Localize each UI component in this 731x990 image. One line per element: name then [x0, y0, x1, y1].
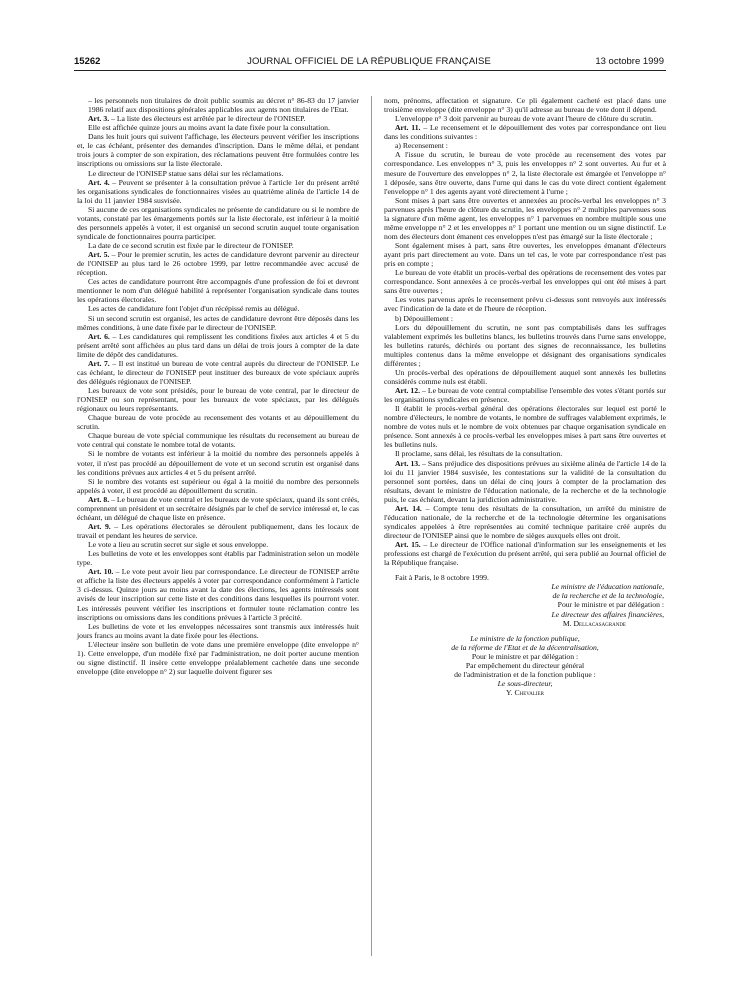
- article-label: Art. 10.: [88, 567, 114, 577]
- article-text: – Peuvent se présenter à la consultation prévue à l'article 1er du présent arrêté les organisations syndicales de fonctionnaires visées au quatrième alinéa de l'article 14 de la loi du 11 janvier 1984 susvisée.: [77, 177, 359, 205]
- signature-block: [384, 573, 666, 697]
- body-paragraph: A l'issue du scrutin, le bureau de vote procède au recensement des votes par correspondance. Les enveloppes n° 3, puis les enveloppes n° 2 sont ouvertes. Au fur et à mesure de l'ouverture des enveloppes n° 2, la liste électorale est émargée et l'enveloppe n° 1 déposée, sans être ouverte, dans l'urne qui dans le cas du vote direct contient également l'enveloppe n° 1 des agents ayant voté directement à l'urne ;: [384, 150, 666, 196]
- article-paragraph: [384, 504, 666, 540]
- body-paragraph: Les bureaux de vote sont présidés, pour le bureau de vote central, par le directeur de l'ONISEP ou son représentant, pour les bureaux de vote spéciaux, par les délégués régionaux ou leurs représentants.: [77, 386, 359, 414]
- body-paragraph: Dans les huit jours qui suivent l'affichage, les électeurs peuvent vérifier les inscriptions et, le cas échéant, présenter des demandes d'inscription. Dans le même délai, et pendant trois jours à compter de son expiration, des réclamations peuvent être formulées contre les inscriptions ou omissions sur la liste électorale.: [77, 132, 359, 169]
- body-paragraph: Les votes parvenus après le recensement prévu ci-dessus sont renvoyés aux intéressés avec l'indication de la date et de l'heure de réception.: [384, 295, 666, 314]
- page-header: [74, 56, 664, 70]
- minister1-line2: de la recherche et de la technologie,: [552, 591, 664, 601]
- article-text: – Le directeur de l'Office national d'information sur les enseignements et les professions est chargé de l'exécution du présent arrêté, qui sera publié au Journal officiel de la République française.: [384, 540, 666, 568]
- article-paragraph: [384, 540, 666, 567]
- body-paragraph: Sont également mises à part, sans être ouvertes, les enveloppes émanant d'électeurs ayant pris part directement au vote. Dans un tel cas, le vote par correspondance n'est pas pris en compte ;: [384, 241, 666, 269]
- deputy-title: Le sous-directeur,: [497, 678, 553, 688]
- body-paragraph: L'électeur insère son bulletin de vote dans une première enveloppe (dite enveloppe n° 1). Cette enveloppe, d'un modèle fixé par l'administration, ne doit porter aucune mention ou signe distinctif. Il insère cette enveloppe préalablement cachetée dans une seconde enveloppe (dite enveloppe n° 2) sur laquelle doivent figurer ses: [77, 639, 359, 676]
- article-text: – Les opérations électorales se déroulent publiquement, dans les locaux de travail et pendant les heures de service.: [77, 521, 359, 540]
- body-paragraph: Si aucune de ces organisations syndicales ne présente de candidature ou si le nombre de votants, constaté par les émargements portés sur la liste électorale, est inférieur à la moitié des personnels appelés à voter, il est organisé un second scrutin auquel toute organisation syndicale de fonctionnaires pourra participer.: [77, 204, 359, 241]
- article-paragraph: [77, 178, 359, 205]
- body-paragraph: nom, prénoms, affectation et signature. Ce pli également cacheté est placé dans une troisième enveloppe (dite enveloppe n° 3) qu'il adresse au bureau de vote dont il dépend.: [384, 96, 666, 115]
- body-paragraph: Elle est affichée quinze jours au moins avant la date fixée pour la consultation.: [88, 123, 330, 133]
- article-text: – Le bureau de vote central comptabilise l'ensemble des votes s'étant portés sur les organisations syndicales en présence.: [384, 386, 666, 405]
- body-paragraph: Si un second scrutin est organisé, les actes de candidature devront être déposés dans les mêmes conditions, à une date fixée par le directeur de l'ONISEP.: [77, 313, 359, 332]
- body-paragraph: a) Recensement :: [395, 141, 448, 151]
- body-paragraph: Si le nombre des votants est supérieur ou égal à la moitié du nombre des personnels appelés à voter, il est procédé au dépouillement du scrutin.: [77, 476, 359, 495]
- article-paragraph: [77, 250, 359, 277]
- article-label: Art. 9.: [88, 521, 111, 531]
- body-paragraph: Il proclame, sans délai, les résultats de la consultation.: [395, 449, 563, 459]
- article-label: Art. 11.: [395, 123, 421, 133]
- article-text: – Pour le premier scrutin, les actes de candidature devront parvenir au directeur de l'ONISEP au plus tard le 26 octobre 1999, par lettre recommandée avec accusé de réception.: [77, 250, 359, 278]
- body-paragraph: Le directeur de l'ONISEP statue sans délai sur les réclamations.: [88, 168, 284, 178]
- body-paragraph: Les bulletins de vote et les enveloppes sont établis par l'administration selon un modèle type.: [77, 549, 359, 568]
- impediment1: Par empêchement du directeur général: [465, 660, 585, 670]
- minister2-line2: de la réforme de l'Etat et de la décentralisation,: [451, 642, 599, 652]
- minister1-line1: Le ministre de l'éducation nationale,: [551, 582, 664, 592]
- body-paragraph: Le vote a lieu au scrutin secret sur sigle et sous enveloppe.: [88, 540, 269, 550]
- issue-date: 13 octobre 1999: [595, 56, 664, 67]
- article-text: – La liste des électeurs est arrêtée par le directeur de l'ONISEP.: [109, 114, 306, 124]
- article-label: Art. 6.: [88, 331, 110, 341]
- body-paragraph: Chaque bureau de vote procède au recensement des votants et au dépouillement du scrutin.: [77, 413, 359, 432]
- article-label: Art. 13.: [395, 458, 421, 468]
- article-text: – Les candidatures qui remplissent les conditions fixées aux articles 4 et 5 du présent arrêté sont affichées au plus tard dans un délai de trois jours à compter de la date limite de dépôt des candidatures.: [77, 331, 359, 359]
- article-paragraph: [77, 359, 359, 386]
- article-paragraph: [384, 123, 666, 141]
- article-label: Art. 5.: [88, 250, 110, 260]
- body-paragraph: Les actes de candidature font l'objet d'un récépissé remis au délégué.: [88, 304, 300, 314]
- article-label: Art. 4.: [88, 177, 110, 187]
- article-text: – Le bureau de vote central et les bureaux de vote spéciaux, quand ils sont créés, comprennent un président et un secrétaire désignés par le chef de service intéressé et, le cas échéant, un délégué de chaque liste en présence.: [77, 494, 359, 522]
- article-paragraph: [384, 386, 666, 404]
- article-text: – Le recensement et le dépouillement des votes par correspondance ont lieu dans les conditions suivantes :: [384, 123, 666, 142]
- minister2-line1: Le ministre de la fonction publique,: [470, 633, 580, 643]
- article-paragraph: [77, 332, 359, 359]
- body-paragraph: – les personnels non titulaires de droit public soumis au décret n° 86-83 du 17 janvier 1986 relatif aux dispositions générales applicables aux agents non titulaires de l'Etat.: [88, 96, 359, 115]
- body-paragraph: Les bulletins de vote et les enveloppes nécessaires sont transmis aux intéressés huit jours francs au moins avant la date fixée pour les élections.: [77, 621, 359, 640]
- director-name: M. Dellacasagrande: [562, 618, 626, 628]
- article-label: Art. 3.: [88, 114, 110, 124]
- body-paragraph: Sont mises à part sans être ouvertes et annexées au procès-verbal les enveloppes n° 3 parvenues après l'heure de clôture du scrutin, les enveloppes n° 2 multiples parvenues sous la signature d'un même agent, les enveloppes n° 1 parvenues en nombre multiple sous une même enveloppe n° 2 et les enveloppes n° 1 portant une mention ou un signe distinctif. Le nom des électeurs dont émanent ces enveloppes n'est pas émargé sur la liste électorale ;: [384, 195, 666, 241]
- body-paragraph: Un procès-verbal des opérations de dépouillement auquel sont annexés les bulletins considérés comme nuls est établi.: [384, 367, 666, 386]
- delegation2: Pour le ministre et par délégation :: [471, 651, 579, 661]
- article-label: Art. 8.: [88, 494, 110, 504]
- column-divider: [371, 96, 372, 956]
- article-paragraph: [384, 459, 666, 504]
- article-label: Art. 14.: [395, 503, 422, 513]
- body-paragraph: Le bureau de vote établit un procès-verbal des opérations de recensement des votes par correspondance. Sont annexées à ce procès-verbal les enveloppes qui ont été mises à part sans être ouvertes ;: [384, 268, 666, 296]
- header-rule: [74, 70, 666, 71]
- body-paragraph: Chaque bureau de vote spécial communique les résultats du recensement au bureau de vote central qui constate le nombre total de votants.: [77, 431, 359, 450]
- left-column: [77, 96, 359, 676]
- article-label: Art. 7.: [88, 358, 110, 368]
- body-paragraph: Si le nombre de votants est inférieur à la moitié du nombre des personnels appelés à voter, il n'est pas procédé au dépouillement de vote et un second scrutin est organisé dans les conditions prévues aux articles 4 et 5 du présent arrêté.: [77, 449, 359, 477]
- article-text: – Le vote peut avoir lieu par correspondance. Le directeur de l'ONISEP arrête et affiche la liste des électeurs appelés à voter par correspondance conformément à l'article 3 ci-dessus. Quinze jours au moins avant la date des élections, les agents intéressés sont avisés de leur inscription sur cette liste et des conditions dans lesquelles ils pourront voter. Les intéressés peuvent vérifier les inscriptions et formuler toute réclamation contre les inscriptions ou omissions dans les conditions prévues à l'article 3 précité.: [77, 567, 359, 622]
- article-paragraph: [77, 567, 359, 621]
- article-text: – Il est institué un bureau de vote central auprès du directeur de l'ONISEP. Le cas échéant, le directeur de l'ONISEP peut instituer des bureaux de vote spéciaux auprès des délégués régionaux de l'ONISEP.: [77, 358, 360, 386]
- article-paragraph: [77, 114, 359, 123]
- right-column: [384, 96, 666, 697]
- body-paragraph: b) Dépouillement :: [395, 313, 454, 323]
- body-paragraph: Lors du dépouillement du scrutin, ne sont pas comptabilisés dans les suffrages valablement exprimés les bulletins blancs, les bulletins trouvés dans l'urne sans enveloppe, les bulletins raturés, déchirés ou portant des signes de reconnaissance, les bulletins multiples contenus dans la même enveloppe et désignant des organisations syndicales différentes ;: [384, 322, 666, 368]
- delegation1: Pour le ministre et par délégation :: [557, 600, 664, 610]
- article-text: – Compte tenu des résultats de la consultation, un arrêté du ministre de l'éducation nationale, de la recherche et de la technologie détermine les organisations syndicales appelées à être représentées au comité technique paritaire créé auprès du directeur de l'ONISEP ainsi que le nombre de sièges auxquels elles ont droit.: [384, 503, 666, 540]
- article-paragraph: [77, 495, 359, 522]
- article-label: Art. 12.: [395, 386, 421, 395]
- deputy-name: Y. Chevalier: [506, 688, 544, 697]
- page-number: 15262: [74, 56, 101, 67]
- journal-title: JOURNAL OFFICIEL DE LA RÉPUBLIQUE FRANÇAISE: [247, 56, 491, 67]
- article-paragraph: [77, 522, 359, 540]
- body-paragraph: Il établit le procès-verbal général des opérations électorales sur lequel est porté le nombre d'électeurs, le nombre de votants, le nombre de suffrages valablement exprimés, le nombre de votes nuls et le nombre de voix obtenues par chaque organisation syndicale en présence. Sont annexés à ce procès-verbal les enveloppes mises à part sans être ouvertes et les bulletins nuls.: [384, 404, 666, 450]
- place-date: Fait à Paris, le 8 octobre 1999.: [395, 573, 489, 583]
- article-text: – Sans préjudice des dispositions prévues au sixième alinéa de l'article 14 de la loi du 11 janvier 1984 susvisée, les contestations sur la validité de la consultation du personnel sont portées, dans un délai de cinq jours à compter de la proclamation des résultats, devant le ministre de l'éducation nationale, de la recherche et de la technologie puis, le cas échéant, devant la juridiction administrative.: [384, 458, 666, 504]
- impediment2: de l'administration et de la fonction publique :: [454, 669, 596, 679]
- article-label: Art. 15.: [395, 540, 421, 550]
- body-paragraph: Ces actes de candidature pourront être accompagnés d'une profession de foi et devront mentionner le nom d'un délégué habilité à représenter l'organisation syndicale dans toutes les opérations électorales.: [77, 277, 359, 305]
- director-title: Le directeur des affaires financières,: [551, 609, 664, 619]
- body-paragraph: L'enveloppe n° 3 doit parvenir au bureau de vote avant l'heure de clôture du scrutin.: [395, 114, 653, 124]
- body-paragraph: La date de ce second scrutin est fixée par le directeur de l'ONISEP.: [88, 241, 294, 250]
